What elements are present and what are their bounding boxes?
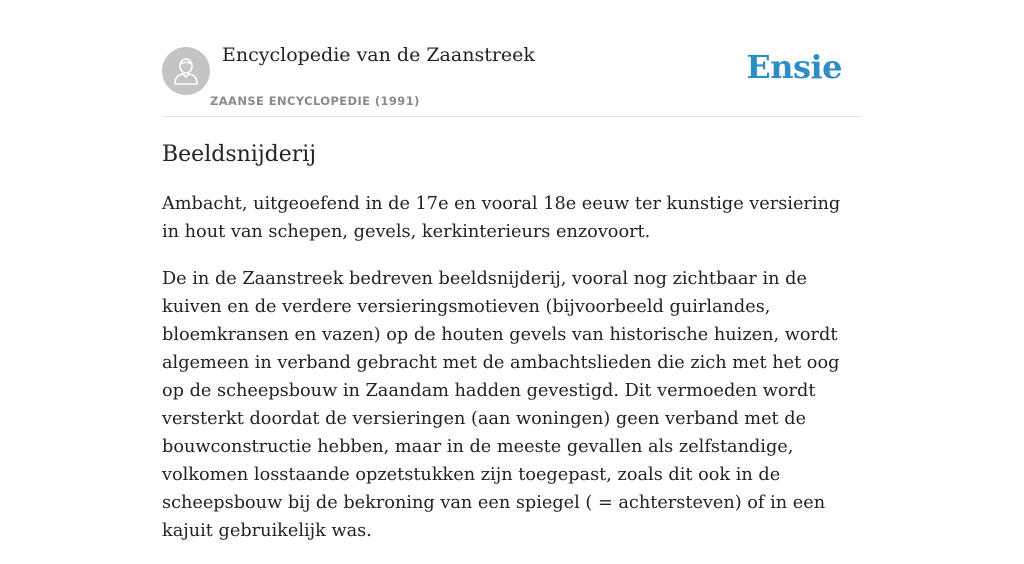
source-subtitle: ZAANSE ENCYCLOPEDIE (1991) xyxy=(210,94,420,108)
article-paragraph: De in de Zaanstreek bedreven beeldsnijderij, vooral nog zichtbaar in de kuiven en de verdere versieringsmotieven (bijvoorbeeld guirlandes, bloemkransen en vazen) op de houten gevels van historische huizen, wordt algemeen in verband gebracht met de ambachtslieden die zich met het oog op de scheepsbouw in Zaandam hadden gevestigd. Dit vermoeden wordt versterkt doordat de versieringen (aan woningen) geen verband met de bouwconstructie hebben, maar in de meeste gevallen als zelfstandige, volkomen losstaande opzetstukken zijn toegepast, zoals dit ook in de scheepsbouw bij de bekroning van een spiegel ( = achtersteven) of in een kajuit gebruikelijk was. xyxy=(162,269,840,541)
article xyxy=(162,138,862,564)
user-icon xyxy=(162,47,210,95)
source-title[interactable]: Encyclopedie van de Zaanstreek xyxy=(222,44,535,66)
brand-logo-link[interactable]: Ensie xyxy=(746,48,842,86)
article-title: Beeldsnijderij xyxy=(162,142,317,167)
source-header xyxy=(162,0,862,117)
article-paragraph: Ambacht, uitgeoefend in de 17e en vooral 18e eeuw ter kunstige versiering in hout van schepen, gevels, kerkinterieurs enzovoort. xyxy=(162,194,841,242)
